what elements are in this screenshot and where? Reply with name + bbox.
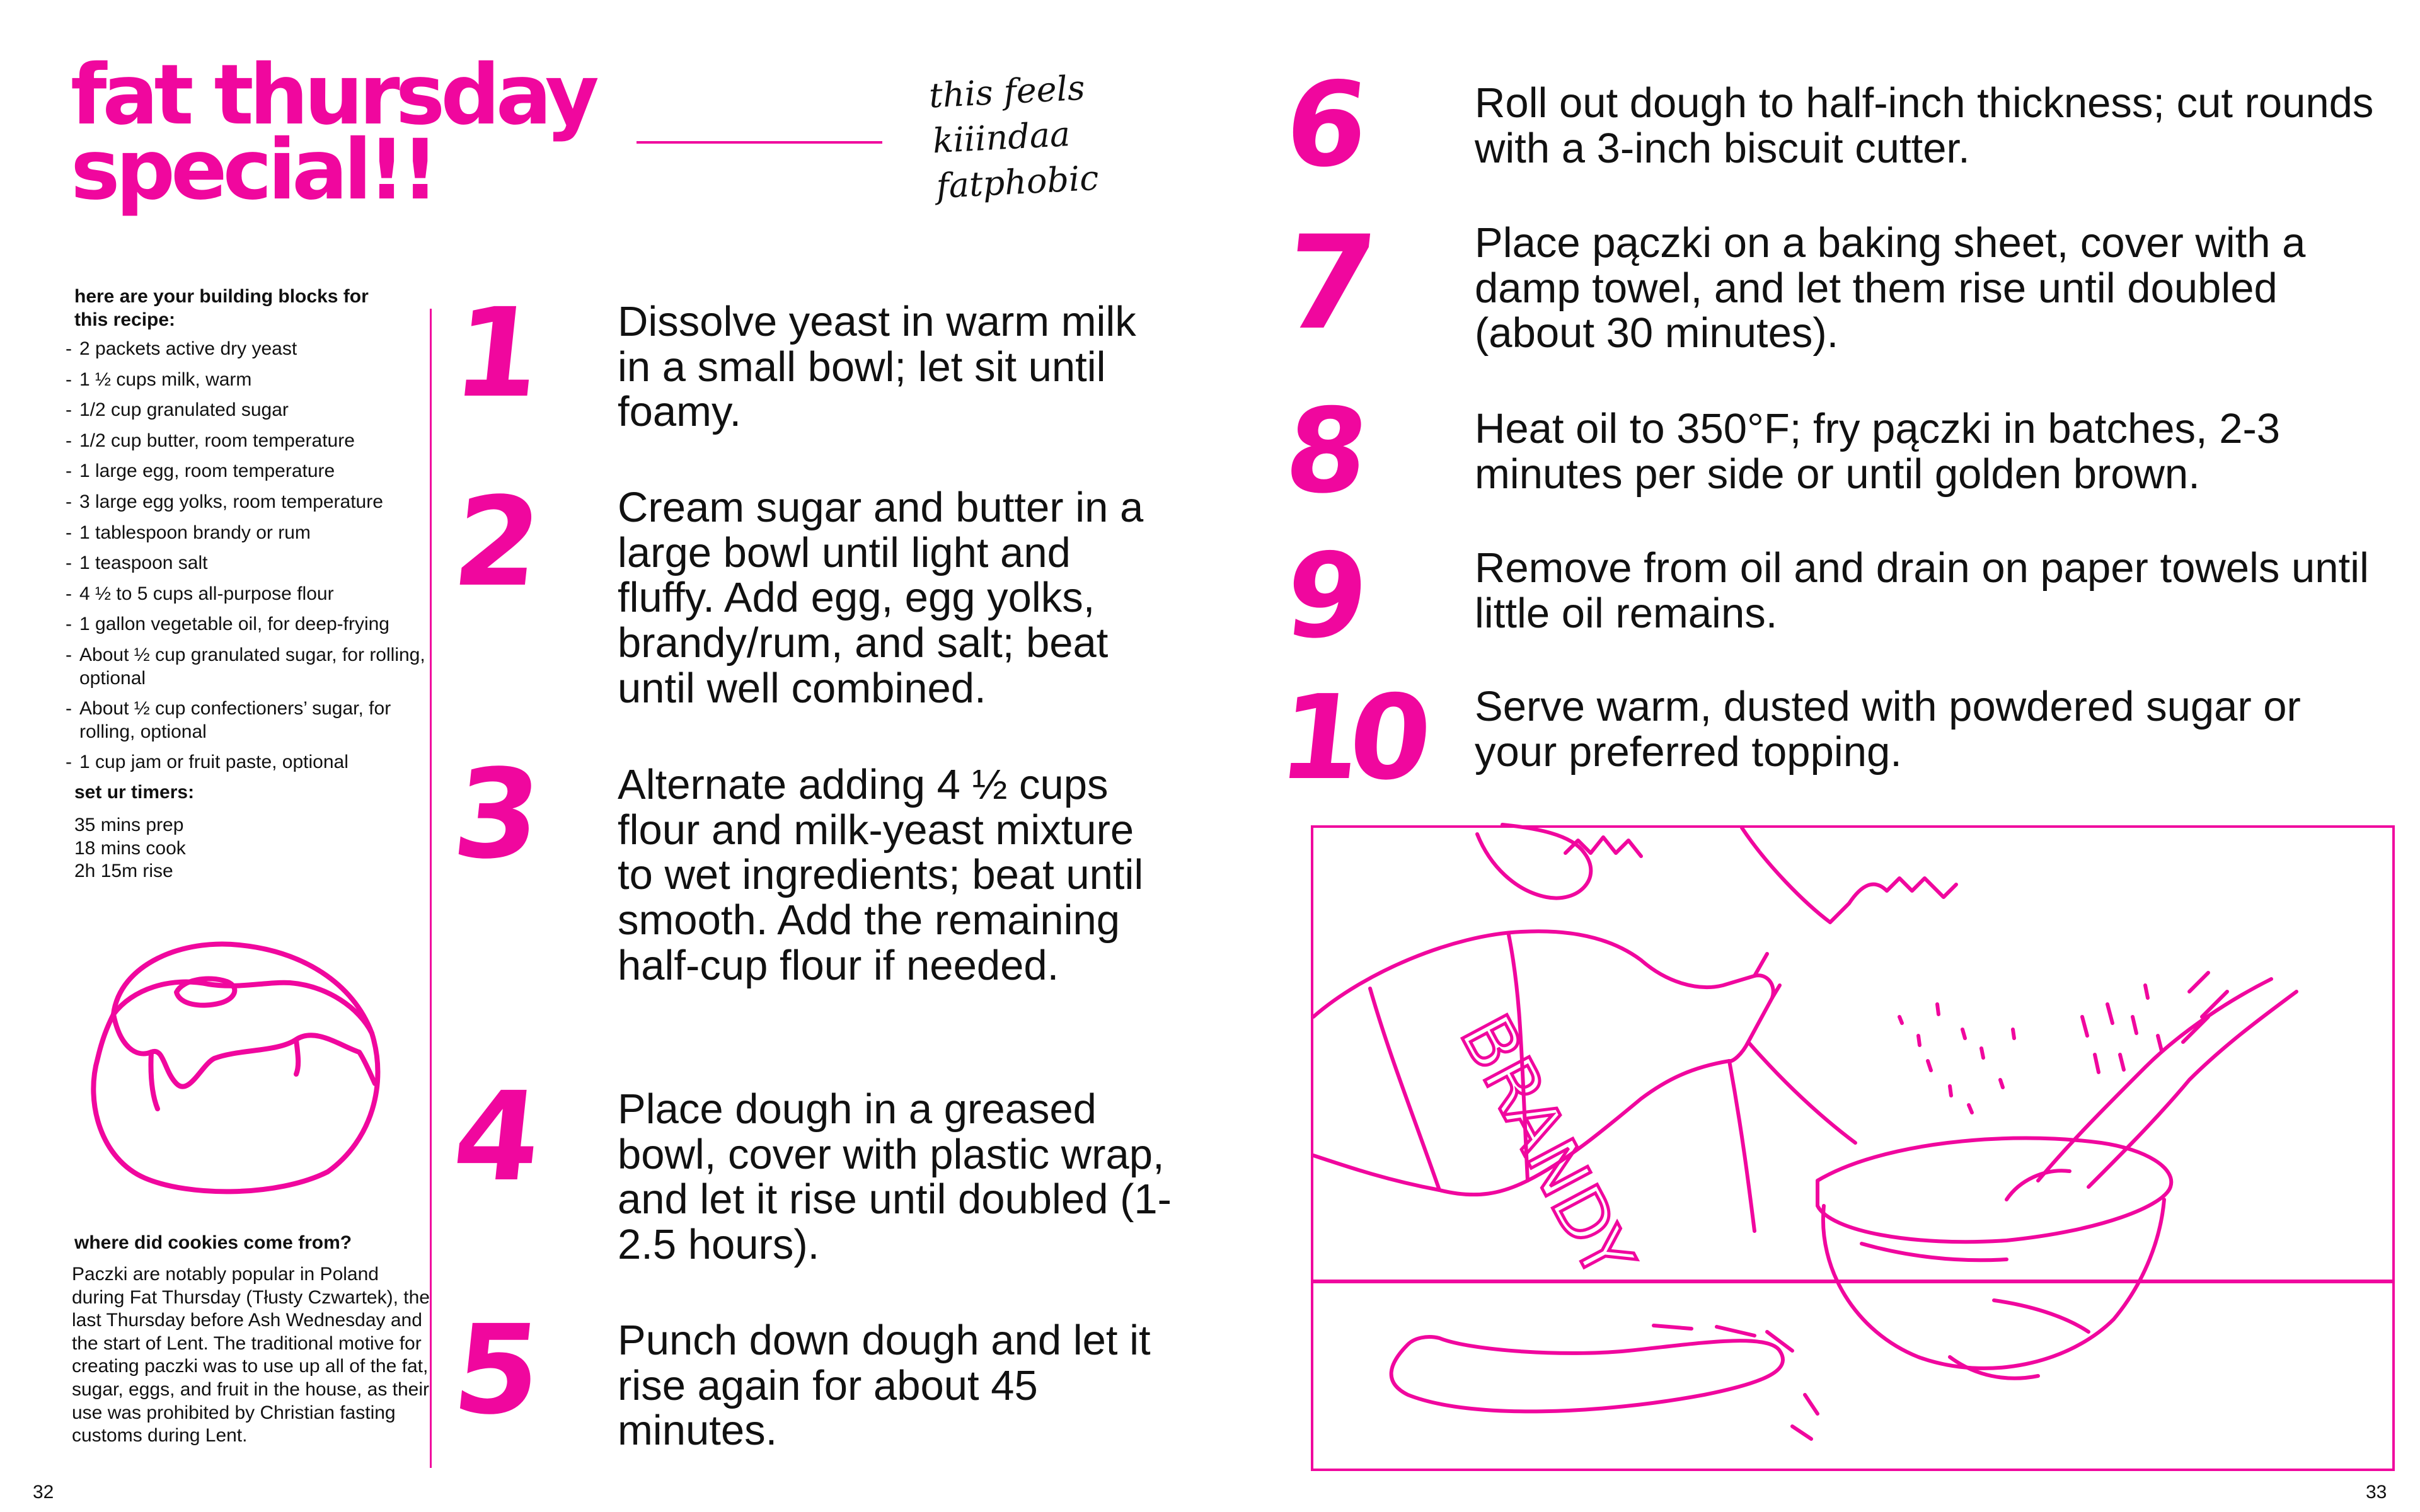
ingredient-text: About ½ cup confectioners’ sugar, for rolling, optional — [79, 698, 391, 742]
ingredients-list — [66, 338, 431, 782]
ingredient-item — [66, 552, 431, 575]
ingredient-dash: - — [66, 369, 72, 390]
step-number-3-label: 3 — [447, 743, 548, 886]
handwritten-note-text: this feels kiiindaa fatphobic — [928, 67, 1100, 207]
ingredient-item — [66, 583, 431, 606]
ingredient-dash: - — [66, 338, 72, 359]
ingredient-item — [66, 338, 431, 361]
ingredient-item — [66, 491, 431, 514]
mixing-bowl — [1818, 1138, 2171, 1242]
ingredient-dash: - — [66, 491, 72, 512]
step-7-text: Place pączki on a baking sheet, cover with a damp towel, and let them rise until doubled (about 30 minutes). — [1475, 219, 2306, 357]
ingredient-dash: - — [66, 752, 72, 773]
timers-heading: set ur timers: — [74, 782, 195, 803]
ingredient-item — [66, 369, 431, 392]
step-number-4 — [447, 1066, 561, 1209]
ingredient-dash: - — [66, 399, 72, 421]
title-line-1: fat thursday — [71, 47, 595, 144]
step-number-10-label: 10 — [1272, 670, 1427, 806]
step-number-8-label: 8 — [1279, 383, 1374, 519]
page-number-right: 33 — [2366, 1482, 2387, 1503]
step-1-text: Dissolve yeast in warm milk in a small bowl; let sit until foamy. — [618, 298, 1136, 436]
ingredient-dash: - — [66, 522, 72, 543]
step-10-text: Serve warm, dusted with powdered sugar or your preferred topping. — [1475, 683, 2301, 776]
timer-item: 2h 15m rise — [74, 861, 173, 882]
handwritten-note — [926, 63, 1141, 214]
step-4-text: Place dough in a greased bowl, cover with plastic wrap, and let it rise until doubled (1-2.5 hours). — [618, 1085, 1172, 1269]
ingredient-item — [66, 522, 431, 545]
ingredient-dash: - — [66, 461, 72, 482]
step-number-5-label: 5 — [447, 1299, 548, 1442]
ingredient-text: 1 teaspoon salt — [79, 553, 208, 574]
step-number-7 — [1277, 208, 1418, 358]
cookies-body: Paczki are notably popular in Poland during Fat Thursday (Tłusty Czwartek), the last Thursday before Ash Wednesday and the start of Lent. The traditional motive for creating paczki was to use up all of the fat, sugar, eggs, and fruit in the house, as their use was prohibited by Christian fasting customs during Lent. — [72, 1264, 430, 1446]
ingredient-dash: - — [66, 583, 72, 604]
ingredient-item — [66, 644, 431, 690]
ingredient-text: 3 large egg yolks, room temperature — [79, 491, 383, 512]
illustration-frame — [1311, 825, 2395, 1471]
ingredient-text: 4 ½ to 5 cups all-purpose flour — [79, 583, 334, 604]
ingredient-text: 1 tablespoon brandy or rum — [79, 522, 311, 543]
ingredient-dash: - — [66, 614, 72, 635]
ingredient-text: 1 gallon vegetable oil, for deep-frying — [79, 614, 389, 635]
ingredient-item — [66, 430, 431, 453]
step-number-5 — [447, 1299, 561, 1442]
step-number-1-label: 1 — [447, 282, 548, 425]
step-3-text: Alternate adding 4 ½ cups flour and milk-yeast mixture to wet ingredients; beat until smooth. Add the remaining half-cup flour if needed. — [618, 761, 1144, 989]
step-number-1 — [447, 282, 561, 425]
step-2-text: Cream sugar and butter in a large bowl until light and fluffy. Add egg, egg yolks, brandy/rum, and salt; beat until well combined. — [618, 484, 1144, 712]
step-number-8 — [1279, 383, 1418, 519]
ingredient-dash: - — [66, 698, 72, 719]
title-underline — [637, 141, 882, 144]
ingredient-text: About ½ cup granulated sugar, for rolling, optional — [79, 644, 425, 689]
timer-item: 18 mins cook — [74, 837, 186, 859]
ingredient-text: 1/2 cup butter, room temperature — [79, 430, 355, 451]
ingredient-text: 1 ½ cups milk, warm — [79, 369, 252, 390]
step-number-3 — [447, 743, 561, 886]
bottle-label: BRANDY — [1444, 1002, 1649, 1291]
title-line-2: special!! — [71, 121, 435, 219]
page-number-left: 32 — [33, 1482, 54, 1503]
step-8-text: Heat oil to 350°F; fry pączki in batches, 2-3 minutes per side or until golden brown. — [1475, 405, 2281, 498]
step-number-9 — [1279, 528, 1418, 664]
ingredient-text: 1/2 cup granulated sugar — [79, 399, 289, 421]
step-number-6-label: 6 — [1279, 57, 1374, 193]
paczki-illustration — [76, 926, 391, 1203]
brandy-bottle — [1313, 931, 1754, 1017]
ingredient-item — [66, 613, 431, 636]
timer-item: 35 mins prep — [74, 815, 184, 835]
step-number-4-label: 4 — [447, 1066, 548, 1209]
ingredient-item — [66, 399, 431, 422]
page-title — [71, 47, 595, 219]
ingredient-text: 1 cup jam or fruit paste, optional — [79, 752, 349, 773]
ingredient-dash: - — [66, 553, 72, 574]
ingredient-dash: - — [66, 644, 72, 665]
cookies-heading: where did cookies come from? — [74, 1232, 352, 1253]
step-number-10 — [1272, 670, 1431, 806]
step-number-2-label: 2 — [447, 471, 548, 614]
ingredient-item — [66, 697, 431, 743]
timers-list — [74, 814, 186, 883]
brandy-bowl-illustration — [1313, 828, 2392, 1469]
ingredient-item — [66, 460, 431, 483]
ingredient-dash: - — [66, 430, 72, 451]
step-number-2 — [447, 471, 561, 614]
ingredient-item — [66, 751, 431, 774]
ingredients-heading: here are your building blocks for this recipe: — [74, 286, 369, 330]
step-number-9-label: 9 — [1279, 528, 1374, 664]
step-6-text: Roll out dough to half-inch thickness; cut rounds with a 3-inch biscuit cutter. — [1475, 79, 2374, 172]
ingredient-text: 2 packets active dry yeast — [79, 338, 297, 359]
step-5-text: Punch down dough and let it rise again for about 45 minutes. — [618, 1317, 1151, 1455]
step-number-7-label: 7 — [1277, 208, 1383, 358]
ingredient-text: 1 large egg, room temperature — [79, 461, 335, 482]
step-9-text: Remove from oil and drain on paper towels until little oil remains. — [1475, 544, 2369, 637]
column-divider — [430, 309, 432, 1468]
step-number-6 — [1279, 57, 1418, 193]
